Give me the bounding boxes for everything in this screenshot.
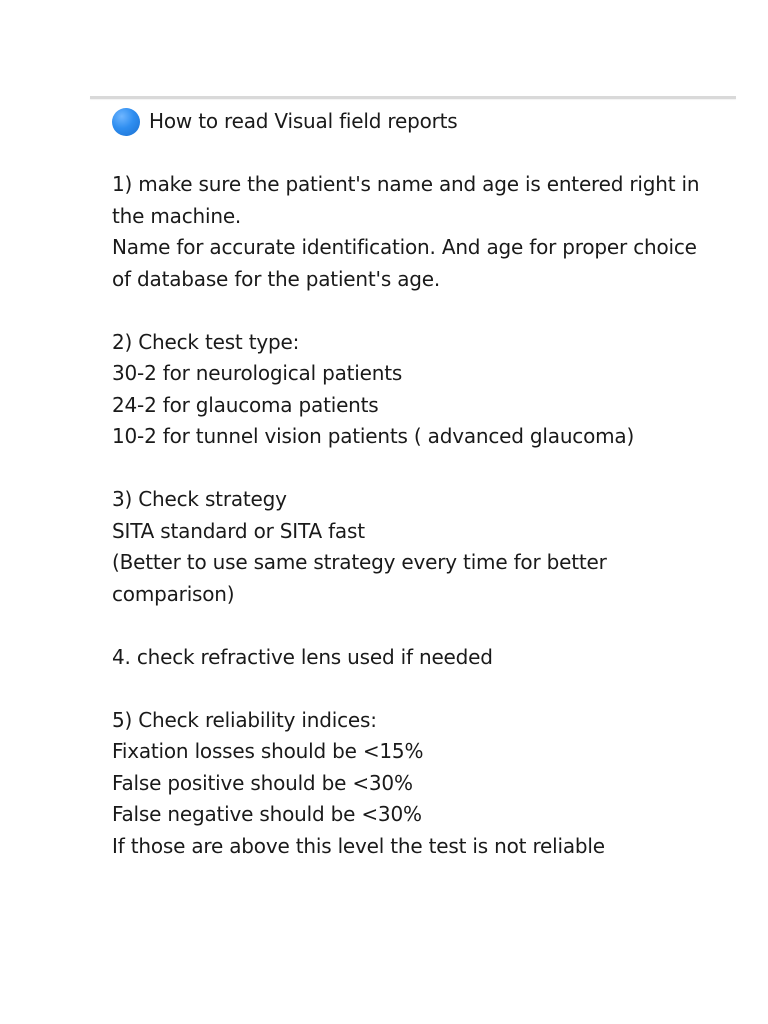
text-line: 24-2 for glaucoma patients <box>112 392 379 417</box>
blue-circle-icon <box>112 108 140 136</box>
text-line: the machine. <box>112 203 242 228</box>
text-line: of database for the patient's age. <box>112 266 441 291</box>
section-test-type <box>112 327 732 453</box>
text-line: 3) Check strategy <box>112 487 287 511</box>
top-divider <box>90 96 736 99</box>
text-line: comparison) <box>112 581 235 606</box>
document-body <box>112 106 732 862</box>
spacer <box>112 610 732 642</box>
text-line: If those are above this level the test is not reliable <box>112 833 605 858</box>
spacer <box>112 295 732 327</box>
document-title <box>112 106 732 138</box>
title-text: How to read Visual field reports <box>149 109 458 133</box>
text-line: 1) make sure the patient's name and age is entered right in <box>112 172 700 196</box>
text-line: Fixation losses should be <15% <box>112 739 424 763</box>
text-line: 4. check refractive lens used if needed <box>112 644 493 669</box>
spacer <box>112 453 732 485</box>
text-line: 10-2 for tunnel vision patients ( advanced glaucoma) <box>112 424 635 448</box>
text-line: False negative should be <30% <box>112 802 422 826</box>
text-line: (Better to use same strategy every time for better <box>112 550 607 574</box>
text-line: 30-2 for neurological patients <box>112 361 403 385</box>
text-line: Name for accurate identification. And age for proper choice <box>112 235 697 259</box>
text-line: SITA standard or SITA fast <box>112 518 365 543</box>
text-line: 2) Check test type: <box>112 329 300 354</box>
spacer <box>112 673 732 705</box>
spacer <box>112 138 732 170</box>
section-refractive-lens <box>112 642 732 674</box>
text-line: 5) Check reliability indices: <box>112 707 377 732</box>
section-patient-info <box>112 169 732 295</box>
section-reliability <box>112 705 732 863</box>
text-line: False positive should be <30% <box>112 770 413 795</box>
section-strategy <box>112 484 732 610</box>
